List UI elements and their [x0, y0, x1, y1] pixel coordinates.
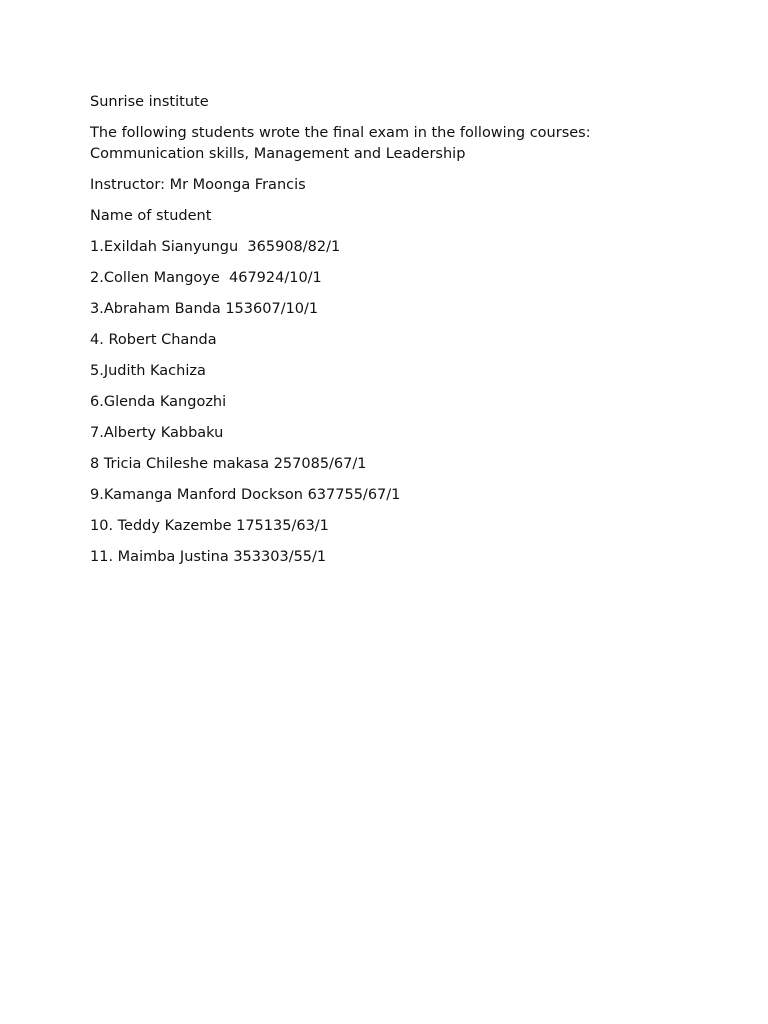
document-page — [90, 92, 690, 578]
student-list — [90, 237, 690, 568]
student-item: 10. Teddy Kazembe 175135/63/1 — [90, 518, 329, 534]
student-item: 5.Judith Kachiza — [90, 363, 206, 379]
institution-name: Sunrise institute — [90, 94, 209, 110]
student-item: 2.Collen Mangoye 467924/10/1 — [90, 270, 322, 286]
student-item: 11. Maimba Justina 353303/55/1 — [90, 549, 327, 565]
intro-paragraph: The following students wrote the final exam in the following courses: Communication skills, Management and Leadership — [90, 125, 591, 162]
student-item: 9.Kamanga Manford Dockson 637755/67/1 — [90, 487, 401, 503]
student-item: 7.Alberty Kabbaku — [90, 425, 224, 441]
student-item: 4. Robert Chanda — [90, 332, 217, 348]
student-item: 3.Abraham Banda 153607/10/1 — [90, 301, 319, 317]
list-heading: Name of student — [90, 208, 212, 224]
student-item: 8 Tricia Chileshe makasa 257085/67/1 — [90, 456, 367, 472]
student-item: 6.Glenda Kangozhi — [90, 394, 227, 410]
student-item: 1.Exildah Sianyungu 365908/82/1 — [90, 239, 341, 255]
instructor-line: Instructor: Mr Moonga Francis — [90, 177, 306, 193]
